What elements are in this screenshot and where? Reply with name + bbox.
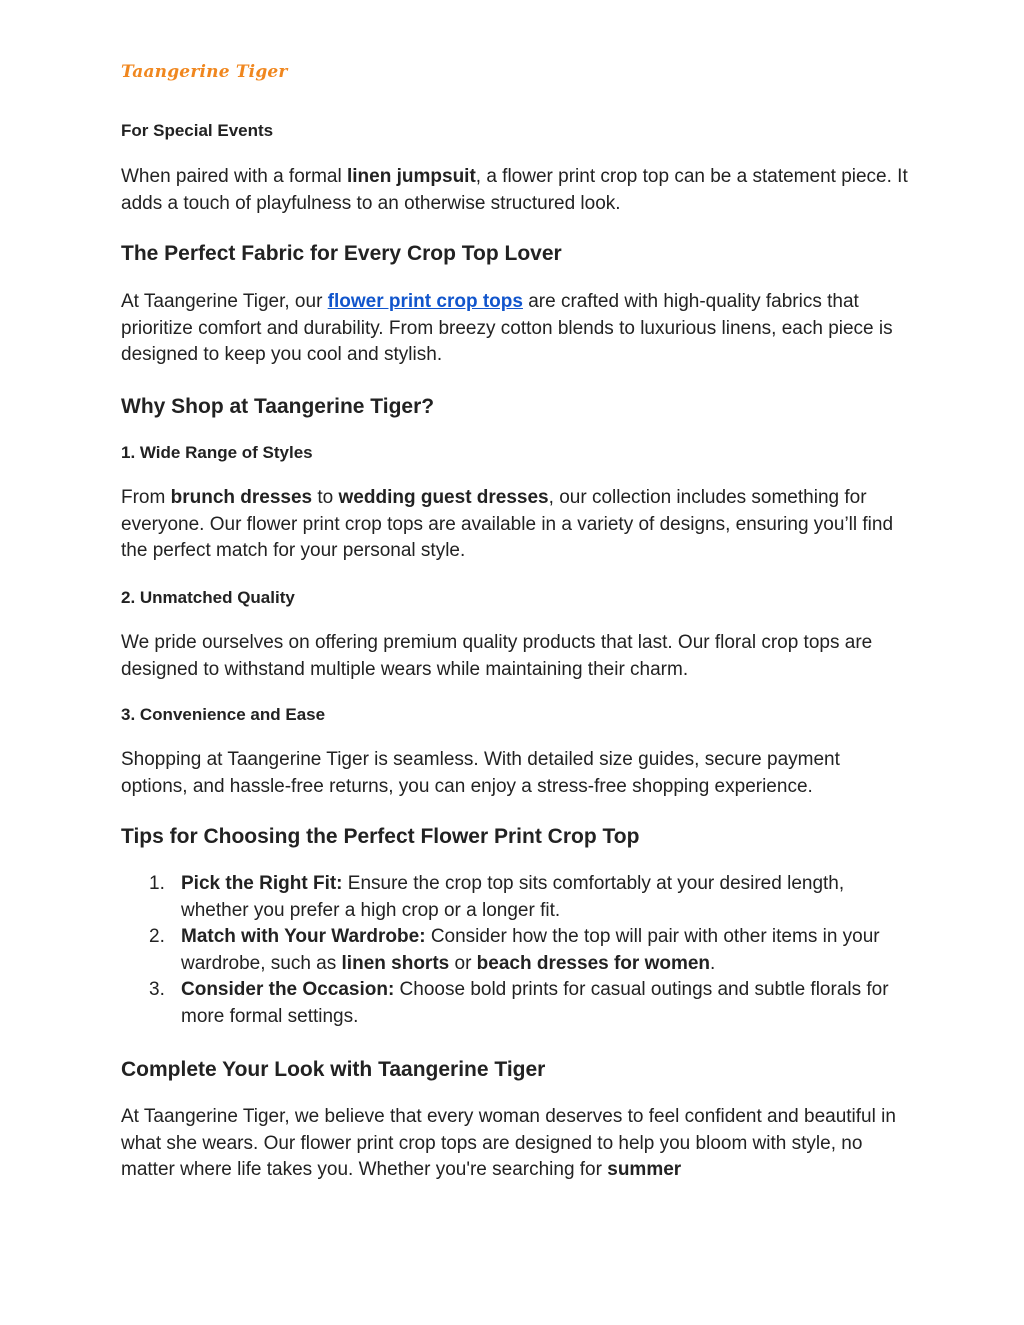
tip-label: Pick the Right Fit: bbox=[181, 873, 343, 894]
list-number: 3. bbox=[149, 979, 165, 1000]
subheading-wide-range: 1. Wide Range of Styles bbox=[121, 443, 313, 462]
section-heading-why-shop: Why Shop at Taangerine Tiger? bbox=[121, 395, 435, 418]
text-run: , a flower print crop top can be a statement piece. It adds a touch of playfulness to an otherwise structured look. bbox=[121, 166, 908, 214]
list-number: 2. bbox=[149, 926, 165, 947]
link-flower-print-crop-tops[interactable]: flower print crop tops bbox=[327, 291, 523, 312]
text-run: , our collection includes something for everyone. Our flower print crop tops are available in a variety of designs, ensuring you’ll find the perfect match for your personal style. bbox=[121, 487, 894, 561]
bold-term-beach-dresses: beach dresses for women bbox=[476, 952, 711, 974]
text-run: From bbox=[121, 487, 171, 508]
bold-term-brunch-dresses: brunch dresses bbox=[170, 487, 313, 508]
paragraph-fabric bbox=[121, 289, 911, 369]
section-heading-tips: Tips for Choosing the Perfect Flower Print Crop Top bbox=[121, 825, 640, 848]
subheading-convenience: 3. Convenience and Ease bbox=[121, 705, 326, 724]
tip-text: Choose bold prints for casual outings and subtle florals for more formal settings. bbox=[181, 979, 889, 1027]
paragraph-wide-range bbox=[121, 485, 911, 565]
text-run: are crafted with high-quality fabrics that prioritize comfort and durability. From breezy cotton blends to luxurious linens, each piece is designed to keep you cool and stylish. bbox=[121, 291, 893, 365]
text-run: At Taangerine Tiger, we believe that every woman deserves to feel confident and beautiful in what she wears. Our flower print crop tops are designed to help you bloom with style, no matter where life takes you. Whether you're searching for bbox=[121, 1106, 896, 1180]
paragraph-convenience: Shopping at Taangerine Tiger is seamless. With detailed size guides, secure payment options, and hassle-free returns, you can enjoy a stress-free shopping experience. bbox=[121, 749, 840, 797]
tip-label: Consider the Occasion: bbox=[181, 979, 395, 1000]
text-run: When paired with a formal bbox=[121, 166, 347, 187]
text-run: At Taangerine Tiger, our bbox=[121, 291, 328, 312]
tips-list bbox=[121, 871, 911, 1030]
bold-term-wedding-guest-dresses: wedding guest dresses bbox=[338, 487, 549, 508]
section-heading-complete-look: Complete Your Look with Taangerine Tiger bbox=[121, 1058, 546, 1081]
brand-logo: Taangerine Tiger bbox=[121, 62, 288, 82]
list-item bbox=[121, 977, 911, 1030]
tip-text: Consider how the top will pair with other items in your wardrobe, such as bbox=[181, 926, 880, 974]
paragraph-unmatched-quality: We pride ourselves on offering premium quality products that last. Our floral crop tops are designed to withstand multiple wears while maintaining their charm. bbox=[121, 632, 873, 680]
section-heading-special-events: For Special Events bbox=[121, 121, 274, 140]
tip-text: or bbox=[449, 952, 477, 974]
bold-term-linen-shorts: linen shorts bbox=[341, 952, 450, 974]
list-item bbox=[121, 871, 911, 924]
bold-term-linen-jumpsuit: linen jumpsuit bbox=[347, 166, 476, 187]
tip-text: Ensure the crop top sits comfortably at your desired length, whether you prefer a high crop or a longer fit. bbox=[181, 873, 845, 921]
paragraph-special-events bbox=[121, 164, 911, 217]
tip-text: . bbox=[710, 952, 716, 974]
list-item bbox=[121, 924, 911, 977]
text-run: to bbox=[312, 487, 339, 508]
bold-term-summer: summer bbox=[607, 1159, 682, 1180]
list-number: 1. bbox=[149, 873, 165, 894]
paragraph-complete-look bbox=[121, 1104, 911, 1184]
subheading-unmatched-quality: 2. Unmatched Quality bbox=[121, 588, 295, 607]
tip-label: Match with Your Wardrobe: bbox=[181, 926, 426, 947]
section-heading-fabric: The Perfect Fabric for Every Crop Top Lover bbox=[121, 242, 562, 265]
